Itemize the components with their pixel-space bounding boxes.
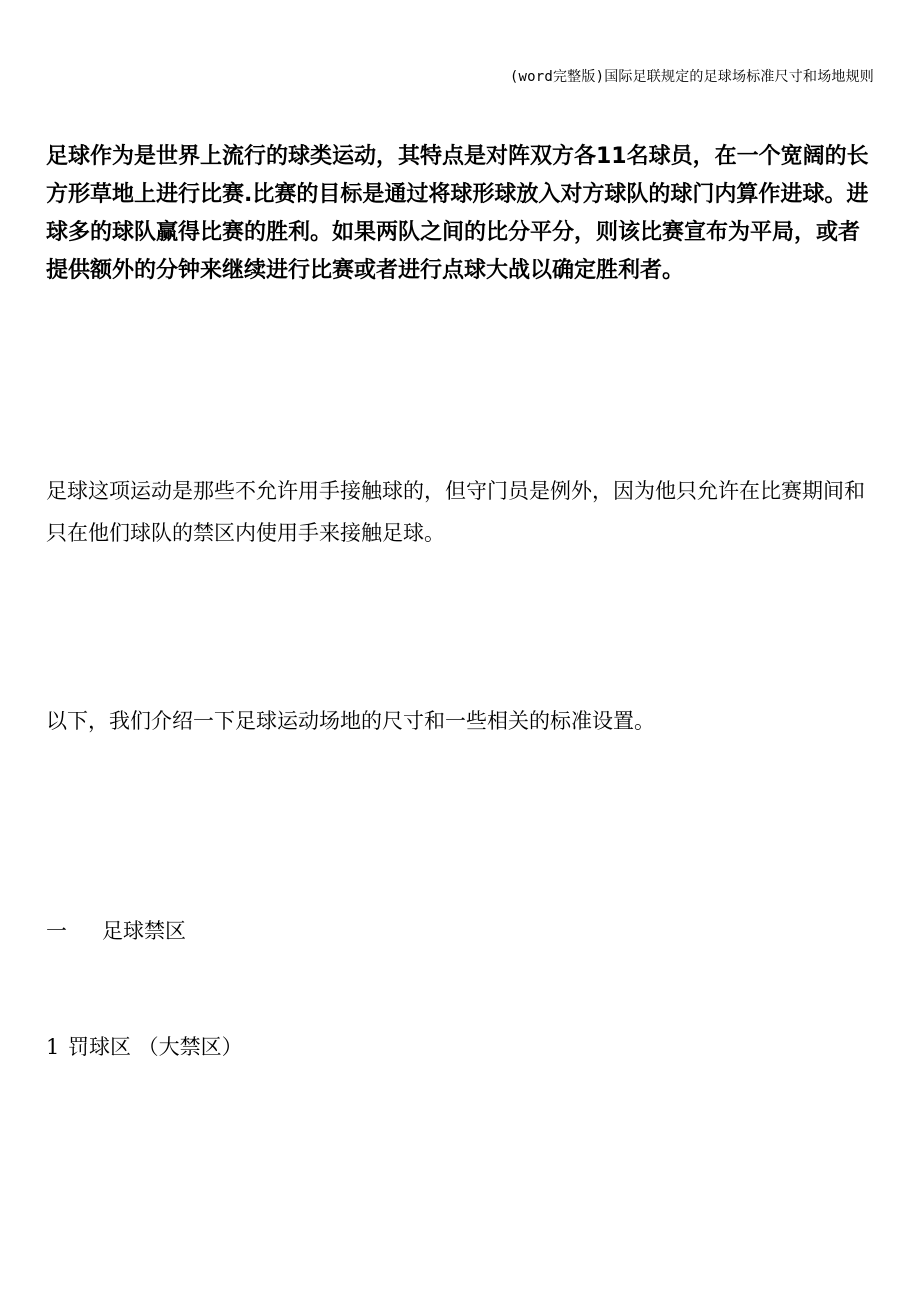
subsection-title: 罚球区 （大禁区） xyxy=(68,1035,243,1059)
section-title: 足球禁区 xyxy=(102,919,186,943)
section-number: 一 xyxy=(46,919,67,943)
subsection-number: 1 xyxy=(46,1035,60,1059)
rules-paragraph: 足球这项运动是那些不允许用手接触球的，但守门员是例外，因为他只允许在比赛期间和只在他们球队的禁区内使用手来接触足球。 xyxy=(46,479,865,545)
document-header: (word完整版)国际足联规定的足球场标准尺寸和场地规则 xyxy=(509,69,874,85)
lead-in-paragraph: 以下，我们介绍一下足球运动场地的尺寸和一些相关的标准设置。 xyxy=(46,709,655,733)
intro-paragraph: 足球作为是世界上流行的球类运动，其特点是对阵双方各11名球员，在一个宽阔的长方形草地上进行比赛.比赛的目标是通过将球形球放入对方球队的球门内算作进球。进球多的球队赢得比赛的胜利。如果两队之间的比分平分，则该比赛宣布为平局，或者提供额外的分钟来继续进行比赛或者进行点球大战以确定胜利者。 xyxy=(46,144,869,283)
section-heading xyxy=(46,910,186,952)
subsection-heading xyxy=(46,1026,243,1068)
